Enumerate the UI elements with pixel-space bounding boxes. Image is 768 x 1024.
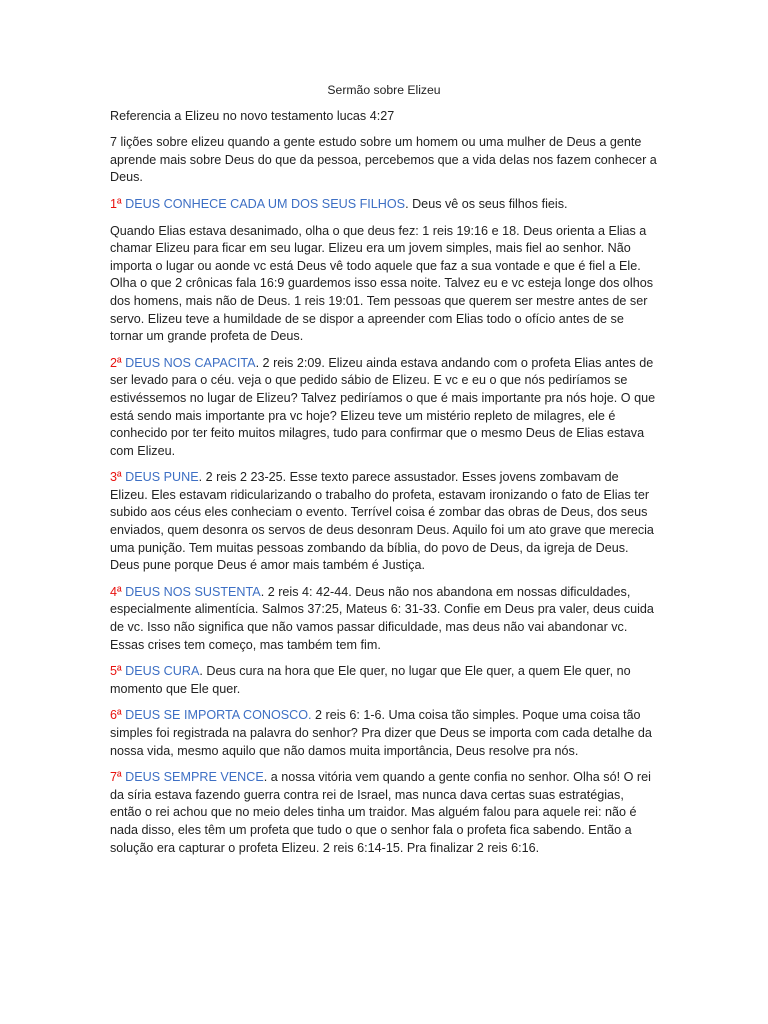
lesson-text: . Deus cura na hora que Ele quer, no lugar que Ele quer, a quem Ele quer, no momento que Ele quer. bbox=[110, 664, 631, 696]
lesson-4 bbox=[110, 584, 658, 654]
lesson-number: 2ª bbox=[110, 355, 122, 370]
document-page bbox=[110, 82, 658, 866]
lesson-text: . a nossa vitória vem quando a gente confia no senhor. Olha só! O rei da síria estava fazendo guerra contra rei de Israel, mas nunca dava certas suas estratégias, então o rei achou que no meio deles tinha um traidor. Mas alguém falou para aquele rei: não é nada disso, eles têm um profeta que tudo o que o senhor fala o profeta fica sabendo. Então a solução era capturar o profeta Elizeu. 2 reis 6:14-15. Pra finalizar 2 reis 6:16. bbox=[110, 770, 651, 855]
lesson-text: . 2 reis 2:09. Elizeu ainda estava andando com o profeta Elias antes de ser levado para o céu. veja o que pedido sábio de Elizeu. E vc e eu o que nós pediríamos se estivéssemos no lugar de Elizeu? Talvez pediríamos o que é mais importante pra nós hoje. O que está sendo mais importante pra vc hoje? Elizeu teve um mistério repleto de milagres, ele é conhecido por ter feito muitos milagres, tudo para confirmar que o mesmo Deus de Elias estava com Elizeu. bbox=[110, 355, 656, 458]
lesson-number: 4ª bbox=[110, 584, 122, 599]
lesson-number: 7ª bbox=[110, 770, 122, 785]
lesson-3 bbox=[110, 469, 658, 575]
lesson-heading: DEUS NOS CAPACITA bbox=[125, 355, 256, 370]
lesson-heading: DEUS PUNE bbox=[125, 470, 199, 485]
lesson-1 bbox=[110, 196, 658, 214]
lesson-heading: DEUS CONHECE CADA UM DOS SEUS FILHOS bbox=[125, 196, 406, 211]
document-title: Sermão sobre Elizeu bbox=[327, 83, 441, 97]
lesson-heading: DEUS SEMPRE VENCE bbox=[125, 770, 264, 785]
lesson-7 bbox=[110, 769, 658, 857]
lesson-text: 2 reis 6: 1-6. Uma coisa tão simples. Poque uma coisa tão simples foi registrada na palavra do senhor? Pra dizer que Deus se importa com cada detalhe da nossa vida, mesmo aquilo que não damos muita importância, Deus resolve pra nós. bbox=[110, 708, 652, 758]
lesson-number: 6ª bbox=[110, 708, 122, 723]
body-paragraph: Quando Elias estava desanimado, olha o que deus fez: 1 reis 19:16 e 18. Deus orienta a Elias a chamar Elizeu para ficar em seu lugar. Elizeu era um jovem simples, mais fiel ao senhor. Não importa o lugar ou aonde vc está Deus vê todo aquele que faz a sua vontade e que é fiel a Ele. Olha o que 2 crônicas fala 16:9 guardemos isso essa noite. Talvez eu e vc esteja longe dos olhos dos homens, mais não de Deus. 1 reis 19:01. Tem pessoas que querem ser mestre antes de ser servo. Elizeu teve a humildade de se dispor a apreender com Elias todo o ofício antes de se tornar um grande profeta de Deus. bbox=[110, 223, 654, 344]
lesson-heading: DEUS SE IMPORTA CONOSCO. bbox=[125, 708, 312, 723]
lesson-2 bbox=[110, 355, 658, 461]
lesson-5 bbox=[110, 663, 658, 698]
lesson-number: 3ª bbox=[110, 470, 122, 485]
reference-paragraph: Referencia a Elizeu no novo testamento lucas 4:27 bbox=[110, 108, 395, 123]
lesson-heading: DEUS NOS SUSTENTA bbox=[125, 584, 261, 599]
lesson-number: 1ª bbox=[110, 196, 122, 211]
lesson-text: . 2 reis 2 23-25. Esse texto parece assustador. Esses jovens zombavam de Elizeu. Eles estavam ridicularizando o trabalho do profeta, estavam ironizando o fato de Elias ter subido aos céus eles conheciam o evento. Terrível coisa é zombar das obras de Deus, dos seus enviados, quem desonra os servos de deus desonram Deus. Aquilo foi um ato grave que merecia uma punição. Tem muitas pessoas zombando da bíblia, do povo de Deus, da igreja de Deus. Deus pune porque Deus é amor mais também é Justiça. bbox=[110, 470, 654, 573]
lesson-text: . Deus vê os seus filhos fieis. bbox=[405, 196, 568, 211]
lesson-number: 5ª bbox=[110, 664, 122, 679]
lesson-text: . 2 reis 4: 42-44. Deus não nos abandona em nossas dificuldades, especialmente alimentícia. Salmos 37:25, Mateus 6: 31-33. Confie em Deus pra valer, deus cuida de vc. Isso não significa que não vamos passar dificuldade, mas deus não vai abandonar vc. Essas crises tem começo, mas também tem fim. bbox=[110, 584, 654, 652]
intro-paragraph: 7 lições sobre elizeu quando a gente estudo sobre um homem ou uma mulher de Deus a gente aprende mais sobre Deus do que da pessoa, percebemos que a vida delas nos fazem conhecer a Deus. bbox=[110, 135, 657, 185]
lesson-6 bbox=[110, 707, 658, 760]
lesson-heading: DEUS CURA bbox=[125, 664, 200, 679]
